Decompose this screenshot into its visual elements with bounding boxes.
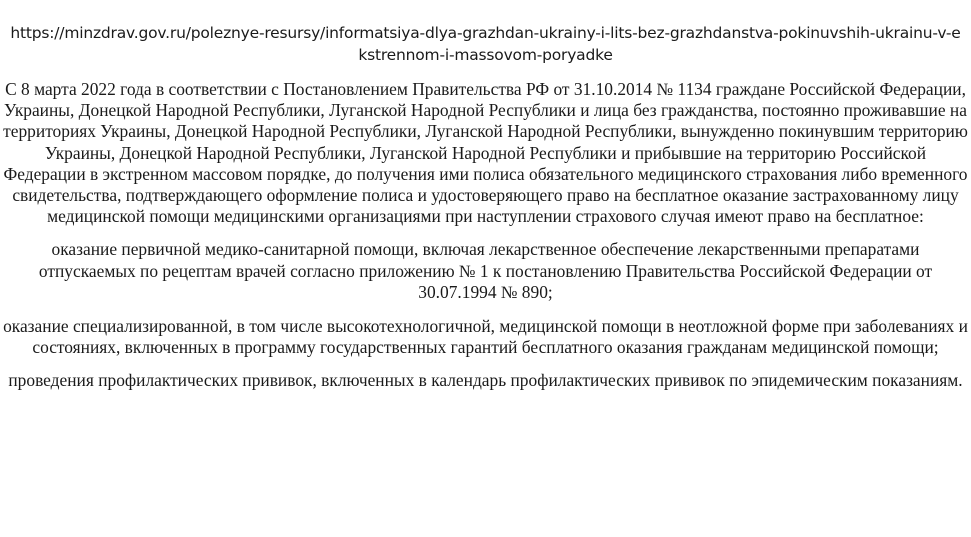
list-item: оказание первичной медико-санитарной помощи, включая лекарственное обеспечение лекарственными препаратами отпускаемых по рецептам врачей согласно приложению № 1 к постановлению Правительства Российской Федерации от 30.07.1994 № 890; (38, 239, 933, 302)
list-item: проведения профилактических прививок, включенных в календарь профилактических прививок по эпидемическим показаниям. (8, 370, 963, 391)
list-item: оказание специализированной, в том числе высокотехнологичной, медицинской помощи в неотложной форме при заболеваниях и состояниях, включенных в программу государственных гарантий бесплатного оказания гражданам медицинской помощи; (3, 316, 968, 358)
source-url: https://minzdrav.gov.ru/poleznye-resursy/informatsiya-dlya-grazhdan-ukrainy-i-lits-bez-grazhdanstva-pokinuvshih-ukrainu-v-ekstrennom-i-massovom-poryadke (10, 24, 961, 64)
intro-paragraph: С 8 марта 2022 года в соответствии с Постановлением Правительства РФ от 31.10.2014 № 1134 граждане Российской Федерации, Украины, Донецкой Народной Республики, Луганской Народной Республики и лица без гражданства, постоянно проживавшие на территориях Украины, Донецкой Народной Республики, Луганской Народной Республики, вынужденно покинувшим территорию Украины, Донецкой Народной Республики, Луганской Народной Республики и прибывшие на территорию Российской Федерации в экстренном массовом порядке, до получения ими полиса обязательного медицинского страхования либо временного свидетельства, подтверждающего оформление полиса и удостоверяющего право на бесплатное оказание застрахованному лицу медицинской помощи медицинскими организациями при наступлении страхового случая имеют право на бесплатное: (3, 79, 968, 227)
